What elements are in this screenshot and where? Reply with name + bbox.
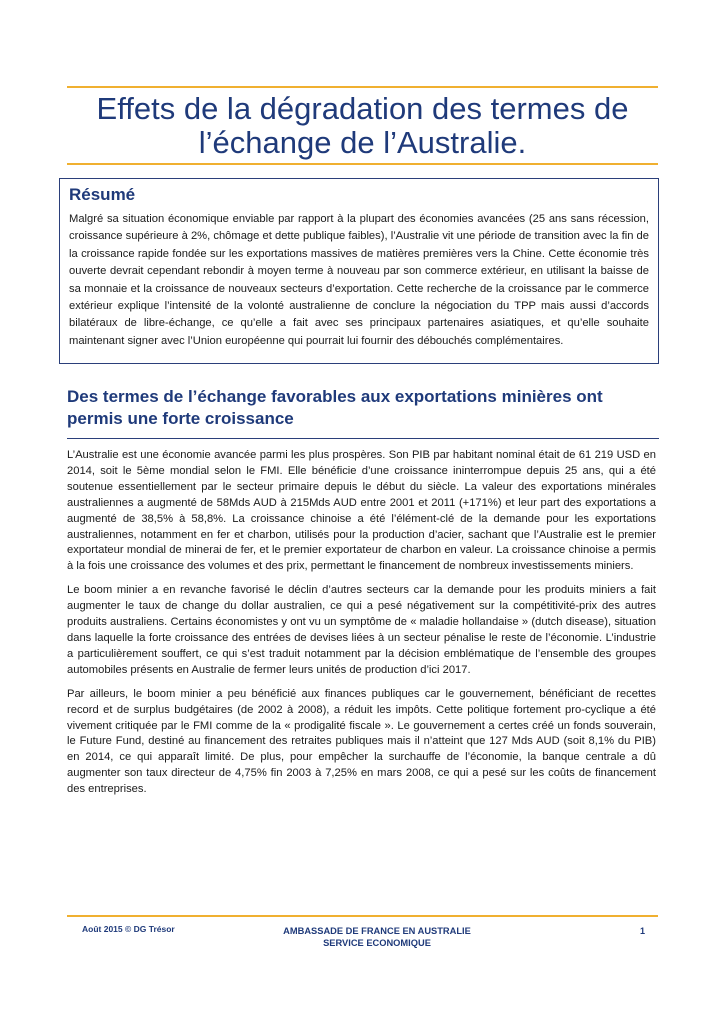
footer-org-line2: SERVICE ECONOMIQUE [323, 938, 431, 948]
section-heading: Des termes de l’échange favorables aux exportations minières ont permis une forte croissance [67, 387, 603, 428]
footer-org-line1: AMBASSADE DE FRANCE EN AUSTRALIE [283, 926, 471, 936]
body-paragraph: Le boom minier a en revanche favorisé le déclin d’autres secteurs car la demande pour les produits miniers a fait augmenter le taux de change du dollar australien, ce qui a pesé négativement sur la compétitivité-prix des autres produits australiens. Certains économistes y ont vu un symptôme de « maladie hollandaise » (dutch disease), situation dans laquelle la forte croissance des entrées de devises liées à un secteur pénalise le reste de l’économie. L’industrie a particulièrement souffert, ce qui s’est traduit notamment par la décision emblématique de l’ensemble des groupes automobiles présents en Australie de fermer leurs unités de production d’ici 2017. [67, 584, 656, 676]
section-rule [67, 438, 659, 439]
page-title: Effets de la dégradation des termes de l’échange de l’Australie. [96, 91, 629, 160]
title-top-rule [67, 86, 658, 88]
footer-rule [67, 915, 658, 917]
body-paragraph: L’Australie est une économie avancée parmi les plus prospères. Son PIB par habitant nominal était de 61 219 USD en 2014, soit le 5ème mondial selon le FMI. Elle bénéficie d’une croissance ininterrompue depuis 25 ans, qui a été soutenue essentiellement par le secteur primaire depuis le début du siècle. La valeur des exportations minérales australiennes a augmenté de 58Mds AUD à 215Mds AUD entre 2001 et 2011 (+171%) et leur part des exportations a augmenté de 38,5% à 58,8%. La croissance chinoise a été l’élément-clé de la demande pour les exportations australiennes, notamment en fer et charbon, utilisés pour la production d’acier, sachant que l’Australie est le premier exportateur mondial de minerai de fer, et le premier exportateur de charbon en valeur. La croissance chinoise a permis à la fois une croissance des volumes et des prix, permettant le financement de nombreux investissements miniers. [67, 449, 656, 573]
summary-box [59, 178, 659, 364]
summary-heading: Résumé [69, 185, 136, 204]
footer-organization [262, 925, 492, 949]
summary-text: Malgré sa situation économique enviable par rapport à la plupart des économies avancées (25 ans sans récession, croissance supérieure à 2%, chômage et dette publique faibles), l’Australie vit une période de transition avec la fin de la croissance rapide fondée sur les exportations massives de matières premières vers la Chine. Cette économie très ouverte devrait cependant rebondir à moyen terme à nouveau par son commerce extérieur, en utilisant la baisse de sa monnaie et la croissance de nouveaux secteurs d’exportation. Cette recherche de la croissance par le commerce extérieur explique l’intensité de la volonté australienne de conclure la négociation du TPP mais aussi d’accords bilatéraux de libre-échange, ce qu’elle a fait avec ses principaux partenaires asiatiques, et qu’elle souhaite maintenant signer avec l’Union européenne qui pourrait lui fournir des débouchés complémentaires. [69, 213, 649, 347]
body-paragraph: Par ailleurs, le boom minier a peu bénéficié aux finances publiques car le gouvernement, bénéficiant de recettes record et de surplus budgétaires (de 2002 à 2008), a réduit les impôts. Cette politique fortement pro-cyclique a été vivement critiquée par le FMI comme de la « prodigalité fiscale ». Le gouvernement a certes créé un fonds souverain, le Future Fund, destiné au financement des retraites publiques mais il n’atteint que 127 Mds AUD (soit 8,1% du PIB) en 2014, ce qui apparaît limité. De plus, pour empêcher la surchauffe de l’économie, la banque centrale a dû augmenter son taux directeur de 4,75% fin 2003 à 7,25% en mars 2008, ce qui a pesé sur les coûts de financement des entreprises. [67, 687, 656, 796]
section-body [67, 448, 656, 806]
page-number: 1 [640, 926, 646, 936]
footer-date-copyright: Août 2015 © DG Trésor [82, 924, 175, 934]
title-bottom-rule [67, 163, 658, 165]
